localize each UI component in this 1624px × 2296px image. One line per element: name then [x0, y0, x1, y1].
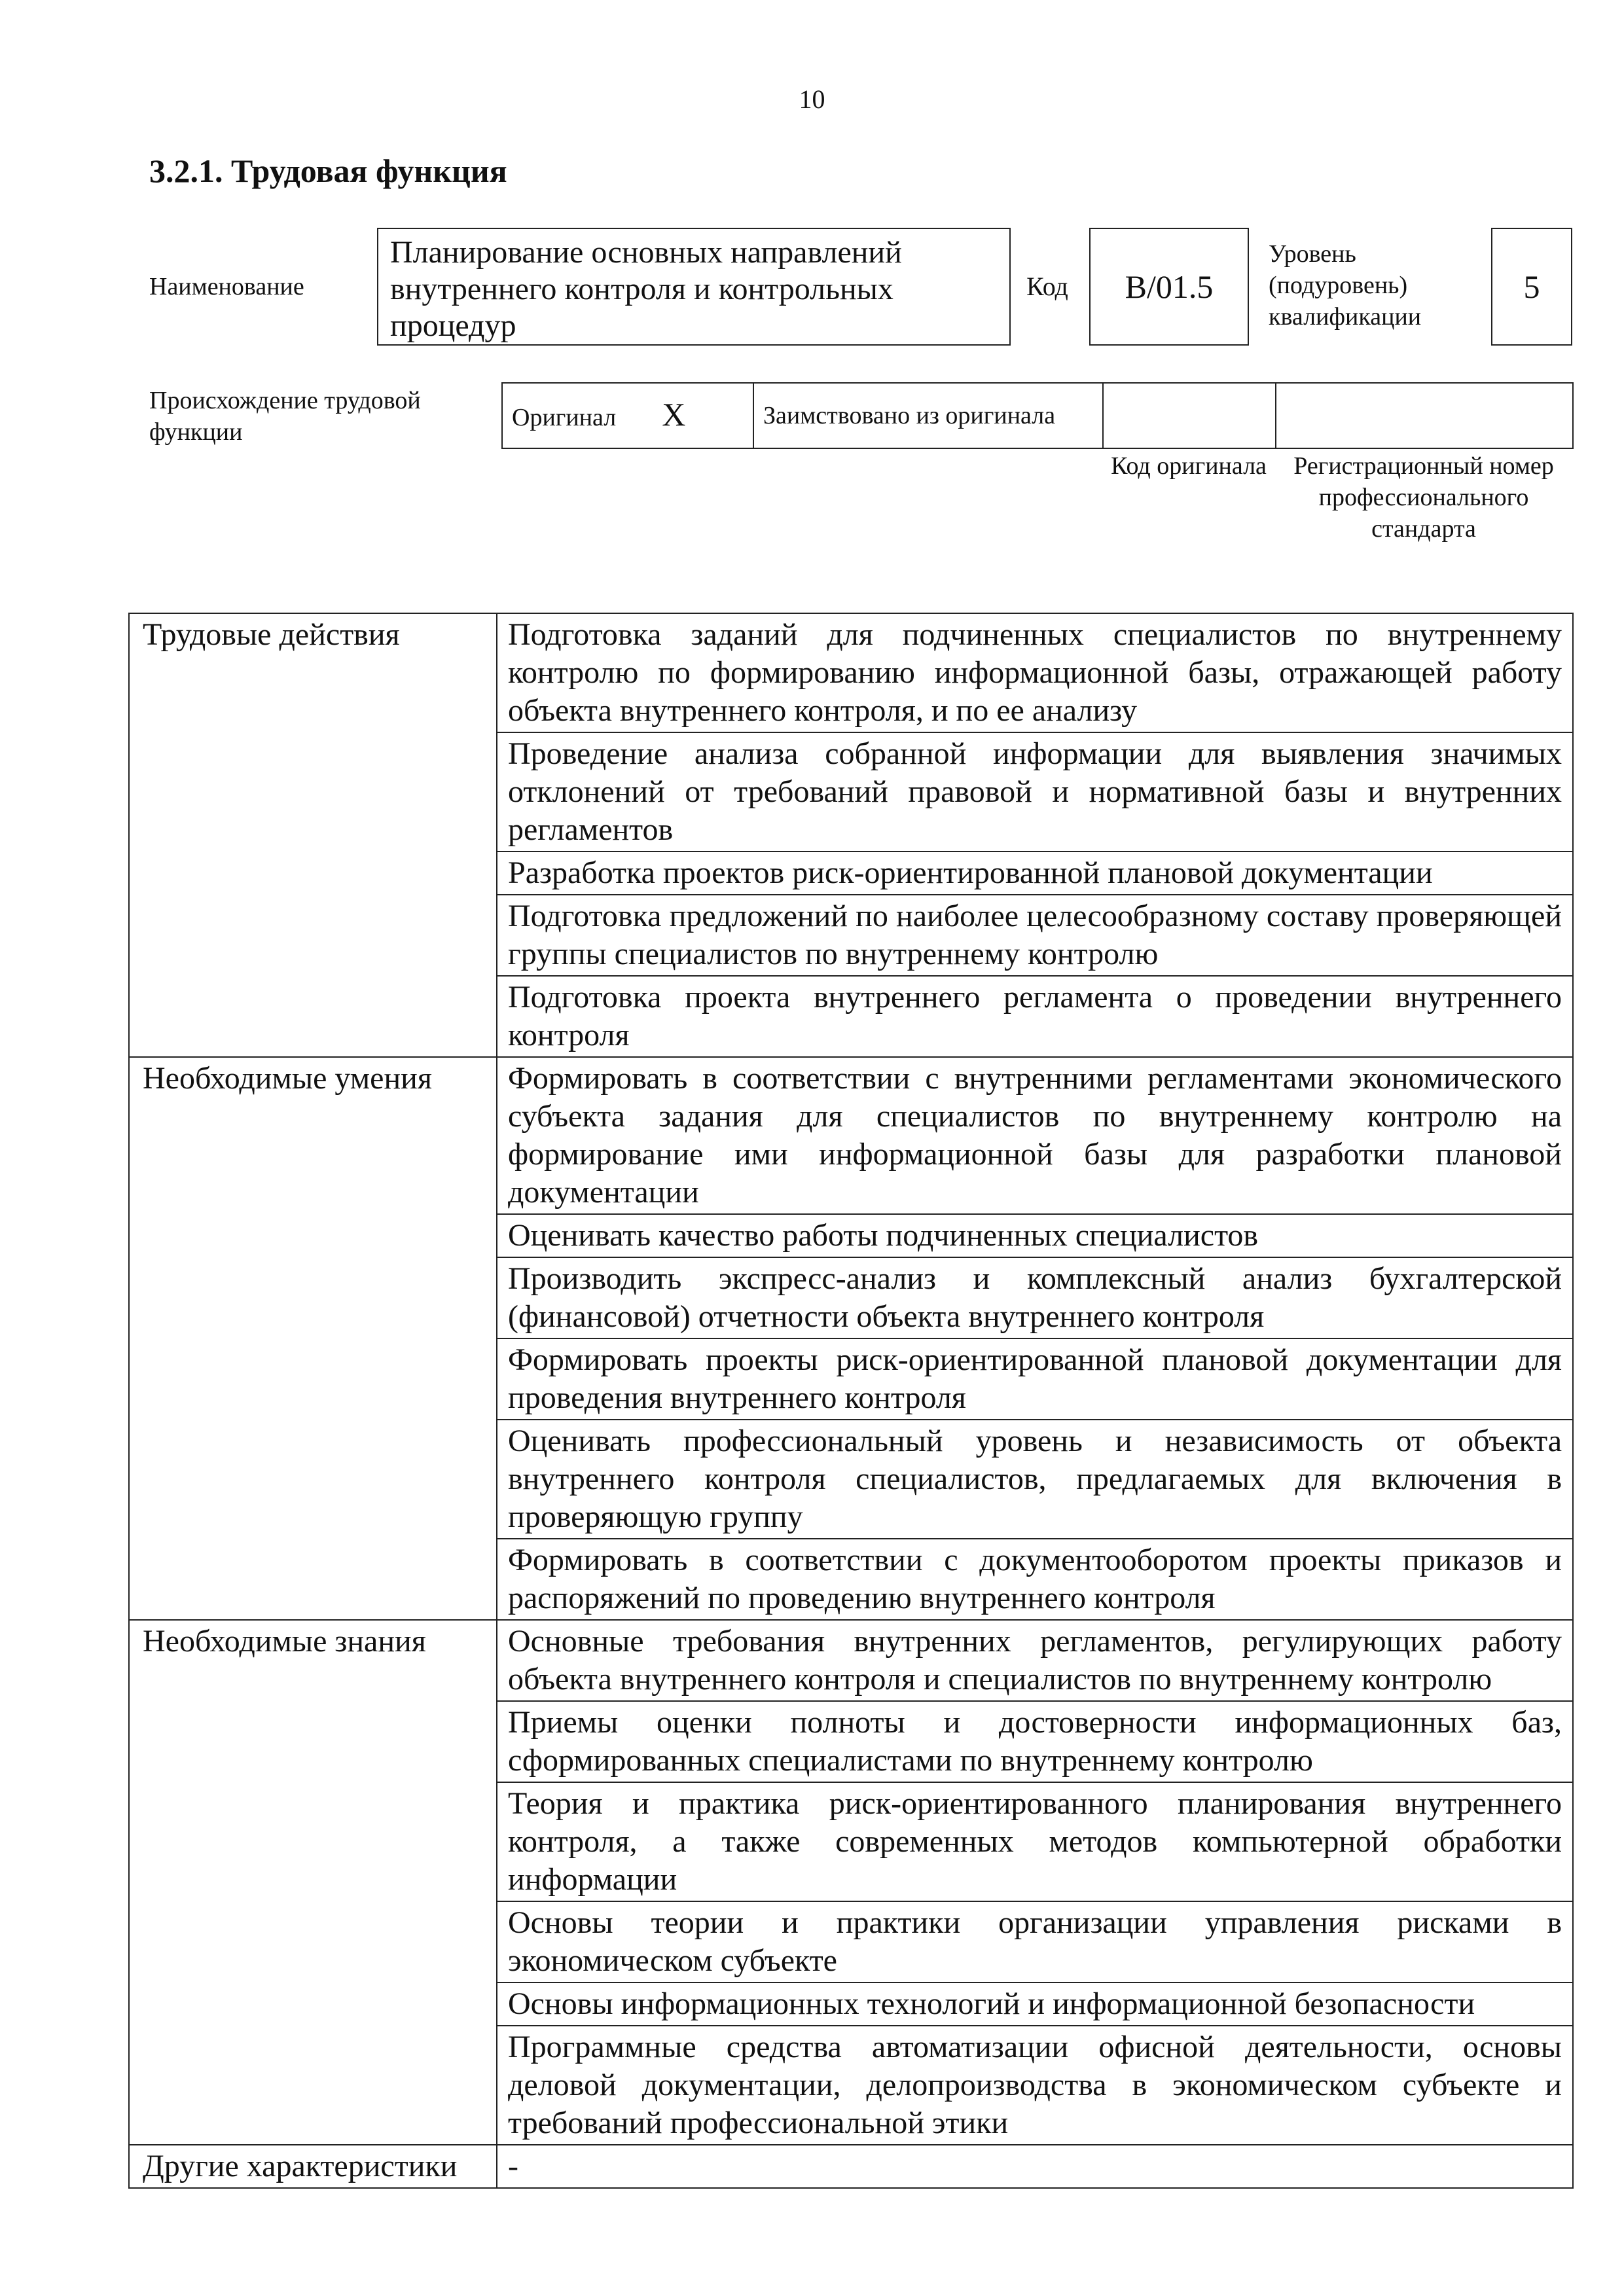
original-mark: X — [662, 395, 686, 433]
borrowed-label: Заимствовано из оригинала — [763, 402, 1056, 429]
function-name-box — [377, 228, 1011, 346]
level-box — [1491, 228, 1572, 346]
section-title: 3.2.1. Трудовая функция — [149, 152, 507, 189]
item-cell: Разработка проектов риск-ориентированной плановой документации — [497, 852, 1573, 895]
item-cell: Основы информационных технологий и информационной безопасности — [497, 1982, 1573, 2026]
origin-label: Происхождение трудовой функции — [149, 387, 421, 446]
table-row — [129, 613, 1573, 732]
original-cell — [502, 383, 753, 448]
item-cell: Подготовка предложений по наиболее целесообразному составу проверяющей группы специалистов по внутреннему контролю — [497, 895, 1573, 976]
item-cell: Проведение анализа собранной информации для выявления значимых отклонений от требований правовой и нормативной базы и внутренних регламентов — [497, 732, 1573, 852]
name-label: Наименование — [149, 273, 304, 300]
category-cell: Другие характеристики — [129, 2145, 497, 2188]
code-value: B/01.5 — [1125, 268, 1214, 305]
category-cell: Необходимые знания — [129, 1620, 497, 2145]
item-cell: Подготовка заданий для подчиненных специалистов по внутреннему контролю по формированию информационной базы, отражающей работу объекта внутреннего контроля, и по ее анализу — [497, 613, 1573, 732]
reg-number-caption: Регистрационный номер профессионального стандарта — [1293, 452, 1554, 543]
original-code-cell — [1103, 383, 1276, 448]
item-cell: Производить экспресс-анализ и комплексный анализ бухгалтерской (финансовой) отчетности объекта внутреннего контроля — [497, 1257, 1573, 1338]
item-cell: - — [497, 2145, 1573, 2188]
function-details-table — [128, 613, 1574, 2189]
item-cell: Приемы оценки полноты и достоверности информационных баз, сформированных специалистами по внутреннему контролю — [497, 1701, 1573, 1782]
function-name-value: Планирование основных направлений внутреннего контроля и контрольных процедур — [390, 235, 902, 343]
level-value: 5 — [1523, 268, 1540, 305]
item-cell: Формировать проекты риск-ориентированной плановой документации для проведения внутреннего контроля — [497, 1338, 1573, 1420]
original-code-caption: Код оригинала — [1111, 452, 1267, 480]
page-number: 10 — [799, 84, 825, 114]
item-cell: Основные требования внутренних регламентов, регулирующих работу объекта внутреннего контроля и специалистов по внутреннему контролю — [497, 1620, 1573, 1701]
item-cell: Теория и практика риск-ориентированного планирования внутреннего контроля, а также современных методов компьютерной обработки информации — [497, 1782, 1573, 1901]
category-cell: Необходимые умения — [129, 1057, 497, 1620]
item-cell: Подготовка проекта внутреннего регламента о проведении внутреннего контроля — [497, 976, 1573, 1057]
item-cell: Оценивать профессиональный уровень и независимость от объекта внутреннего контроля специалистов, предлагаемых для включения в проверяющую группу — [497, 1420, 1573, 1539]
original-label: Оригинал — [512, 403, 617, 431]
item-cell: Основы теории и практики организации управления рисками в экономическом субъекте — [497, 1901, 1573, 1982]
code-label: Код — [1026, 272, 1068, 301]
table-row — [129, 1057, 1573, 1214]
category-cell: Трудовые действия — [129, 613, 497, 1057]
borrowed-cell — [753, 383, 1103, 448]
origin-table — [501, 382, 1574, 449]
level-label: Уровень (подуровень) квалификации — [1269, 240, 1422, 331]
item-cell: Программные средства автоматизации офисной деятельности, основы деловой документации, делопроизводства в экономическом субъекте и требований профессиональной этики — [497, 2026, 1573, 2145]
item-cell: Формировать в соответствии с документооборотом проекты приказов и распоряжений по проведению внутреннего контроля — [497, 1539, 1573, 1620]
reg-number-cell — [1276, 383, 1573, 448]
table-row — [129, 1620, 1573, 1701]
code-box — [1089, 228, 1249, 346]
item-cell: Формировать в соответствии с внутренними регламентами экономического субъекта задания для специалистов по внутреннему контролю на формирование ими информационной базы для разработки плановой документации — [497, 1057, 1573, 1214]
item-cell: Оценивать качество работы подчиненных специалистов — [497, 1214, 1573, 1257]
table-row — [129, 2145, 1573, 2188]
